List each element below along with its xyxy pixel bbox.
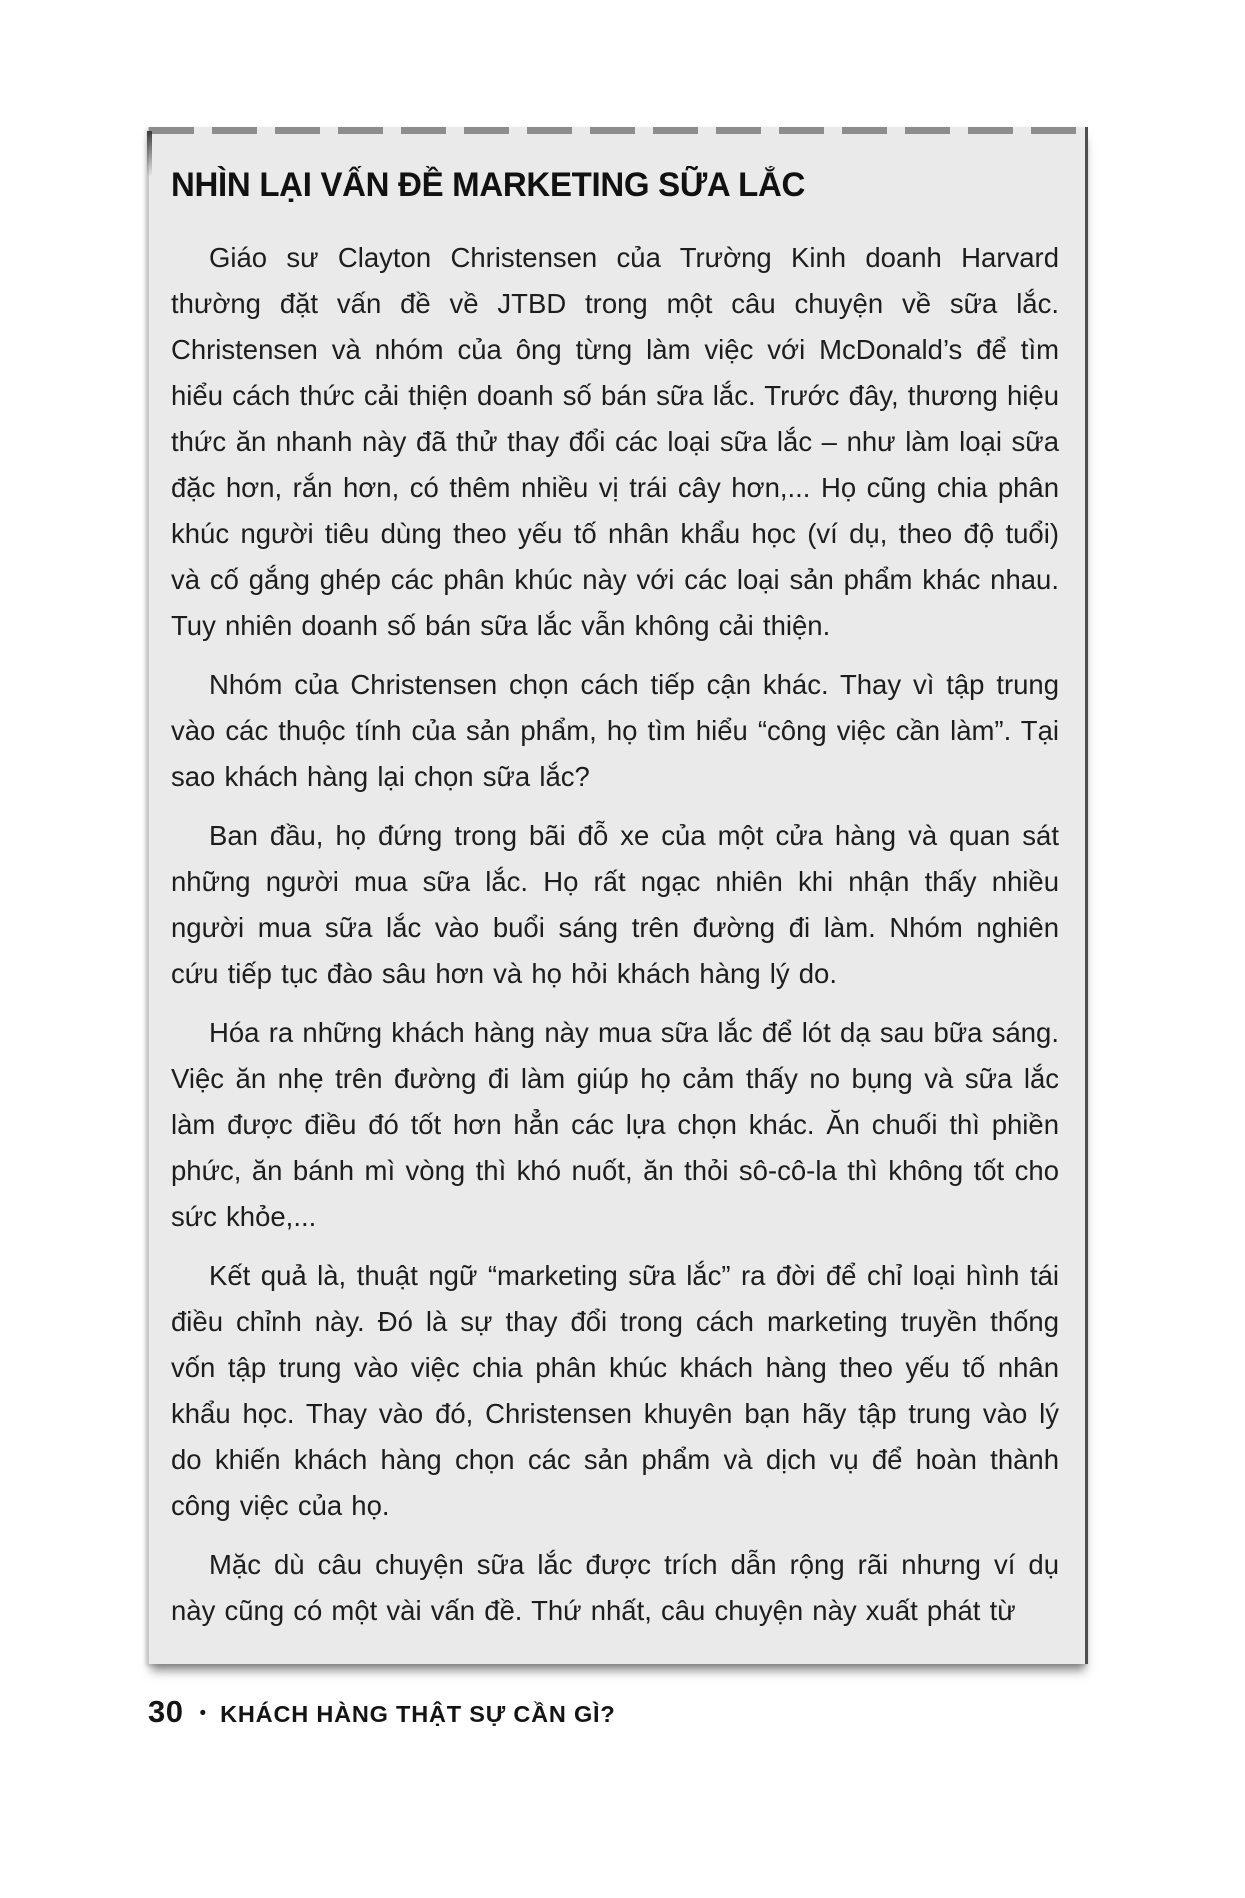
callout-paragraph: Nhóm của Christensen chọn cách tiếp cận khác. Thay vì tập trung vào các thuộc tính của sản phẩm, họ tìm hiểu “công việc cần làm”. Tại sao khách hàng lại chọn sữa lắc? [171,669,1059,792]
page-number: 30 [148,1694,184,1729]
callout-paragraph: Ban đầu, họ đứng trong bãi đỗ xe của một cửa hàng và quan sát những người mua sữa lắc. Họ rất ngạc nhiên khi nhận thấy nhiều người mua sữa lắc vào buổi sáng trên đường đi làm. Nhóm nghiên cứu tiếp tục đào sâu hơn và họ hỏi khách hàng lý do. [171,820,1059,989]
callout-title: NHÌN LẠI VẤN ĐỀ MARKETING SỮA LẮC [171,166,806,204]
callout-paragraph: Giáo sư Clayton Christensen của Trường Kinh doanh Harvard thường đặt vấn đề về JTBD trong một câu chuyện về sữa lắc. Christensen và nhóm của ông từng làm việc với McDonald’s để tìm hiểu cách thức cải thiện doanh số bán sữa lắc. Trước đây, thương hiệu thức ăn nhanh này đã thử thay đổi các loại sữa lắc – như làm loại sữa đặc hơn, rắn hơn, có thêm nhiều vị trái cây hơn,... Họ cũng chia phân khúc người tiêu dùng theo yếu tố nhân khẩu học (ví dụ, theo độ tuổi) và cố gắng ghép các phân khúc này với các loại sản phẩm khác nhau. Tuy nhiên doanh số bán sữa lắc vẫn không cải thiện. [171,242,1059,641]
callout-paragraph: Hóa ra những khách hàng này mua sữa lắc để lót dạ sau bữa sáng. Việc ăn nhẹ trên đường đi làm giúp họ cảm thấy no bụng và sữa lắc làm được điều đó tốt hơn hẳn các lựa chọn khác. Ăn chuối thì phiền phức, ăn bánh mì vòng thì khó nuốt, ăn thỏi sô-cô-la thì không tốt cho sức khỏe,... [171,1017,1059,1232]
callout-box [148,127,1088,1664]
torn-edge-top [149,127,1088,134]
callout-paragraph: Mặc dù câu chuyện sữa lắc được trích dẫn rộng rãi nhưng ví dụ này cũng có một vài vấn đề. Thứ nhất, câu chuyện này xuất phát từ [171,1549,1059,1626]
scan-corner-mark [147,131,152,177]
page-footer [148,1694,616,1730]
running-title: KHÁCH HÀNG THẬT SỰ CẦN GÌ? [220,1701,616,1727]
callout-paragraph: Kết quả là, thuật ngữ “marketing sữa lắc” ra đời để chỉ loại hình tái điều chỉnh này. Đó là sự thay đổi trong cách marketing truyền thống vốn tập trung vào việc chia phân khúc khách hàng theo yếu tố nhân khẩu học. Thay vào đó, Christensen khuyên bạn hãy tập trung vào lý do khiến khách hàng chọn các sản phẩm và dịch vụ để hoàn thành công việc của họ. [171,1260,1059,1521]
footer-bullet-icon: • [199,1703,207,1724]
